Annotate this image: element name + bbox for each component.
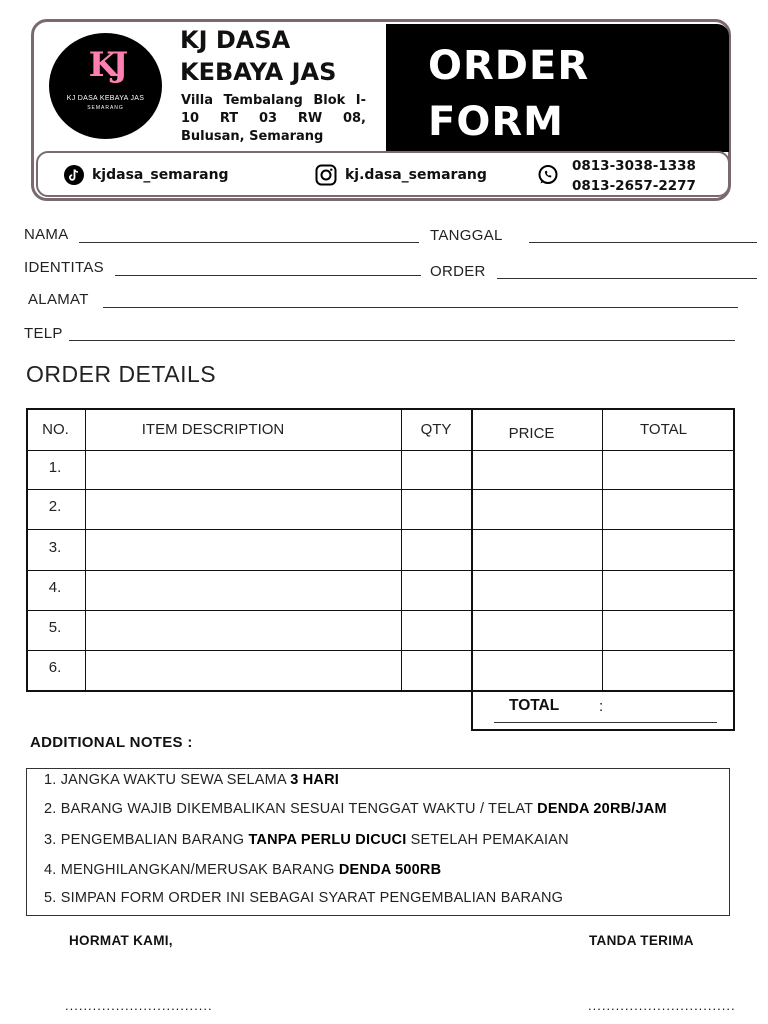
form-title-line1: ORDER (428, 43, 590, 89)
tanggal-label: TANGGAL (430, 227, 503, 244)
table-row-divider (26, 450, 735, 451)
additional-notes-title: ADDITIONAL NOTES : (30, 734, 193, 751)
tiktok-icon (64, 165, 84, 185)
business-name-line2: KEBAYA JAS (180, 58, 337, 86)
logo-name: KJ DASA KEBAYA JAS (66, 95, 145, 102)
grand-total-label: TOTAL (509, 697, 560, 714)
grand-total-field[interactable] (494, 722, 717, 723)
alamat-label: ALAMAT (28, 291, 89, 308)
column-header-total: TOTAL (640, 421, 687, 438)
whatsapp-icon (537, 164, 559, 191)
logo-monogram: KJ (88, 45, 123, 85)
logo-city: SEMARANG (87, 105, 124, 111)
business-name (180, 24, 336, 88)
table-row: 2. (48, 498, 62, 515)
form-title-line2: FORM (428, 99, 564, 145)
phone-number-1[interactable]: 0813-3038-1338 (572, 158, 696, 174)
nama-field[interactable] (79, 242, 419, 243)
tiktok-handle: kjdasa_semarang (92, 167, 229, 183)
hormat-kami-label: HORMAT KAMI, (69, 933, 173, 948)
table-row-divider (26, 610, 735, 611)
note-item: 1. JANGKA WAKTU SEWA SELAMA 3 HARI (44, 772, 340, 788)
tanggal-field[interactable] (529, 242, 757, 243)
table-row: 3. (48, 539, 62, 556)
business-logo (49, 33, 162, 139)
nama-label: NAMA (24, 226, 69, 243)
grand-total-colon: : (599, 698, 604, 715)
table-row-divider (26, 650, 735, 651)
identitas-field[interactable] (115, 275, 421, 276)
order-label: ORDER (430, 263, 486, 280)
table-row-divider (26, 489, 735, 490)
instagram-icon (315, 164, 337, 186)
identitas-label: IDENTITAS (24, 259, 104, 276)
note-item: 3. PENGEMBALIAN BARANG TANPA PERLU DICUCI SETELAH PEMAKAIAN (44, 832, 569, 848)
table-row-divider (26, 529, 735, 530)
business-address: Villa Tembalang Blok I-10 RT 03 RW 08, Bulusan, Semarang (181, 93, 366, 144)
signature-line-left[interactable]: ................................ (65, 998, 213, 1013)
column-header-no: NO. (42, 421, 69, 438)
note-item: 2. BARANG WAJIB DIKEMBALIKAN SESUAI TENGGAT WAKTU / TELAT DENDA 20RB/JAM (44, 801, 667, 817)
table-row-divider (26, 570, 735, 571)
alamat-field[interactable] (103, 307, 738, 308)
order-form-title (428, 38, 589, 150)
signature-line-right[interactable]: ................................ (588, 998, 736, 1013)
note-item: 5. SIMPAN FORM ORDER INI SEBAGAI SYARAT PENGEMBALIAN BARANG (44, 890, 564, 906)
table-row: 6. (48, 659, 62, 676)
column-header-item-description: ITEM DESCRIPTION (141, 421, 285, 438)
instagram-contact[interactable] (315, 164, 487, 186)
business-name-line1: KJ DASA (180, 26, 291, 54)
telp-label: TELP (24, 325, 63, 342)
table-row: 5. (48, 619, 62, 636)
order-details-title: ORDER DETAILS (26, 361, 217, 387)
phone-numbers (572, 156, 696, 196)
table-row: 4. (48, 579, 62, 596)
phone-number-2[interactable]: 0813-2657-2277 (572, 178, 696, 194)
tanda-terima-label: TANDA TERIMA (589, 933, 694, 948)
column-header-price: PRICE (508, 425, 555, 442)
tiktok-contact[interactable] (64, 165, 229, 185)
column-header-qty: QTY (420, 421, 452, 438)
instagram-handle: kj.dasa_semarang (345, 167, 487, 183)
order-field[interactable] (497, 278, 757, 279)
table-row: 1. (48, 459, 62, 476)
telp-field[interactable] (69, 340, 735, 341)
note-item: 4. MENGHILANGKAN/MERUSAK BARANG DENDA 500RB (44, 862, 442, 878)
